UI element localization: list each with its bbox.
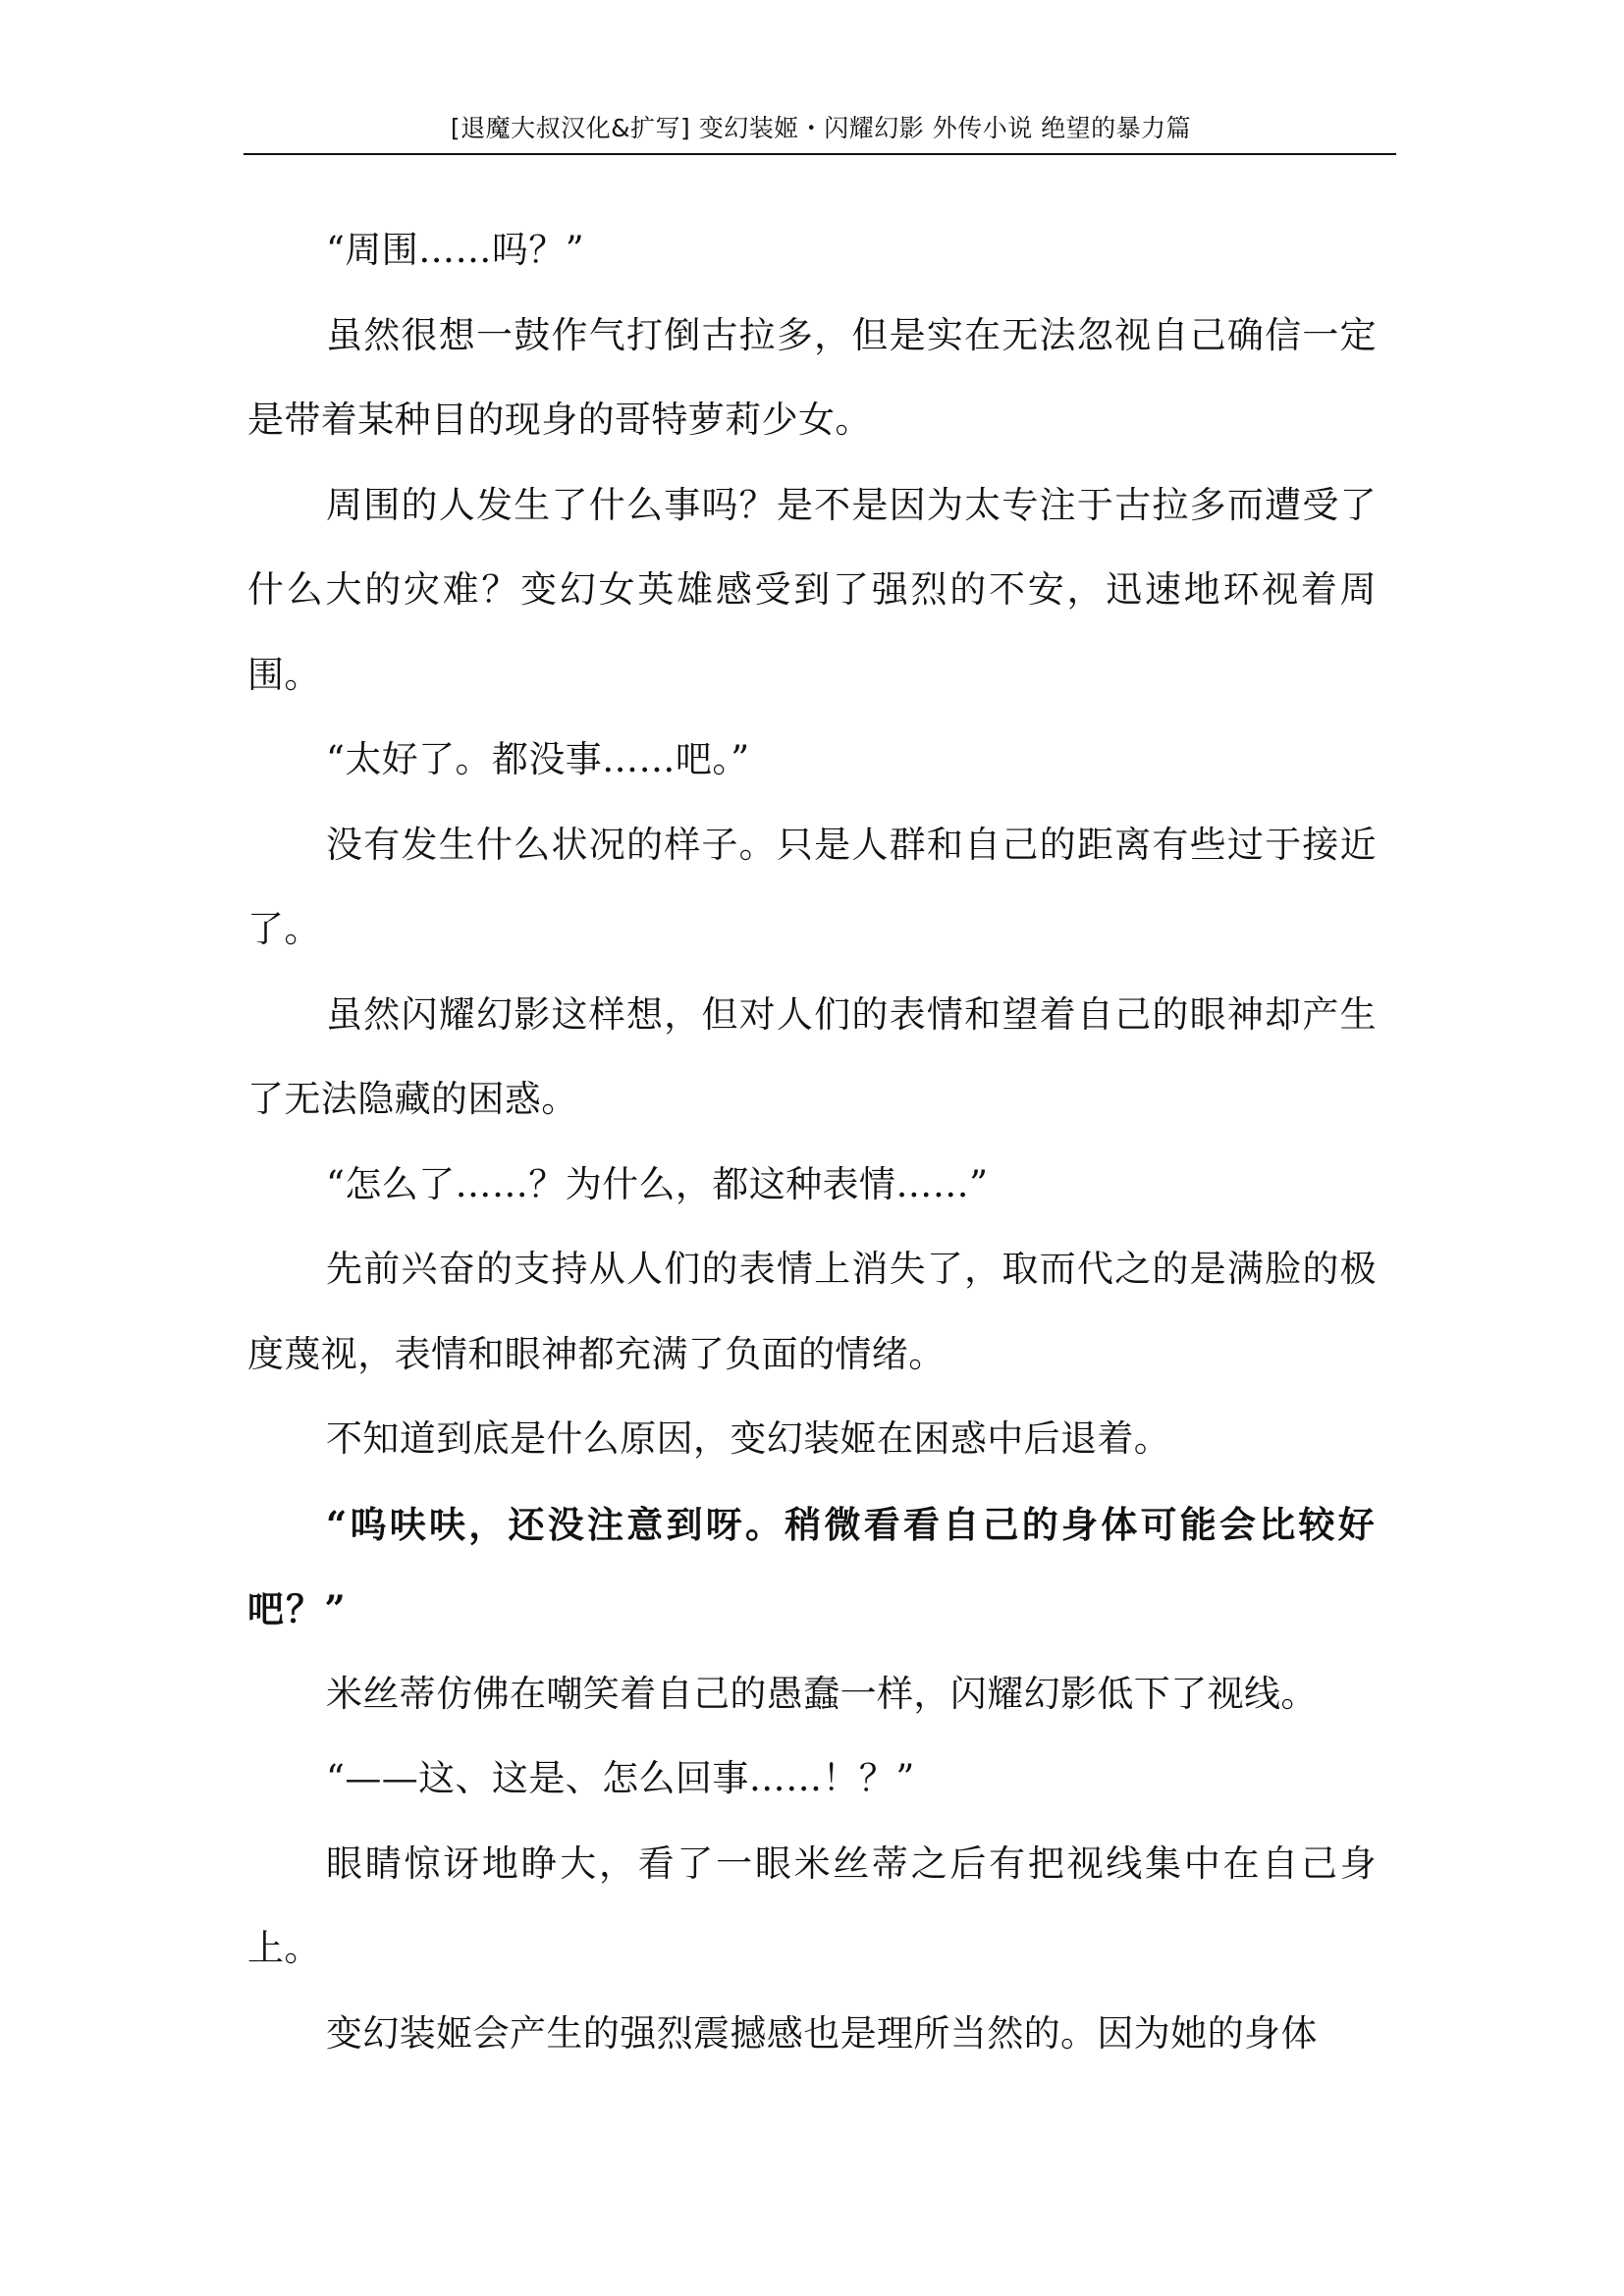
paragraph: 眼睛惊讶地睁大，看了一眼米丝蒂之后有把视线集中在自己身上。 [247,1842,1377,1969]
paragraph: “怎么了……？为什么，都这种表情……” [326,1162,989,1205]
body-text [247,208,1377,2076]
paragraph: 周围的人发生了什么事吗？是不是因为太专注于古拉多而遭受了什么大的灾难？变幻女英雄感受到了强烈的不安，迅速地环视着周围。 [247,483,1377,696]
running-header: [退魔大叔汉化&扩写] 变幻装姬・闪耀幻影 外传小说 绝望的暴力篇 [450,114,1192,142]
paragraph: “周围……吗？” [326,229,585,271]
paragraph: 虽然闪耀幻影这样想，但对人们的表情和望着自己的眼神却产生了无法隐藏的困惑。 [247,992,1377,1120]
paragraph: “太好了。都没事……吧。” [326,738,750,780]
paragraph: 变幻装姬会产生的强烈震撼感也是理所当然的。因为她的身体 [326,2011,1318,2055]
paragraph: 先前兴奋的支持从人们的表情上消失了，取而代之的是满脸的极度蔑视，表情和眼神都充满了负面的情绪。 [247,1248,1377,1375]
paragraph: 不知道到底是什么原因，变幻装姬在困惑中后退着。 [326,1417,1171,1460]
paragraph-bold-dialogue: “呜呋呋，还没注意到呀。稍微看看自己的身体可能会比较好吧？” [247,1502,1377,1630]
paragraph: 虽然很想一鼓作气打倒古拉多，但是实在无法忽视自己确信一定是带着某种目的现身的哥特萝莉少女。 [247,313,1377,441]
paragraph: 米丝蒂仿佛在嘲笑着自己的愚蠢一样，闪耀幻影低下了视线。 [326,1672,1318,1715]
paragraph: 没有发生什么状况的样子。只是人群和自己的距离有些过于接近了。 [247,823,1377,950]
header-divider [244,153,1396,155]
paragraph: “——这、这是、怎么回事……！？” [326,1757,915,1799]
